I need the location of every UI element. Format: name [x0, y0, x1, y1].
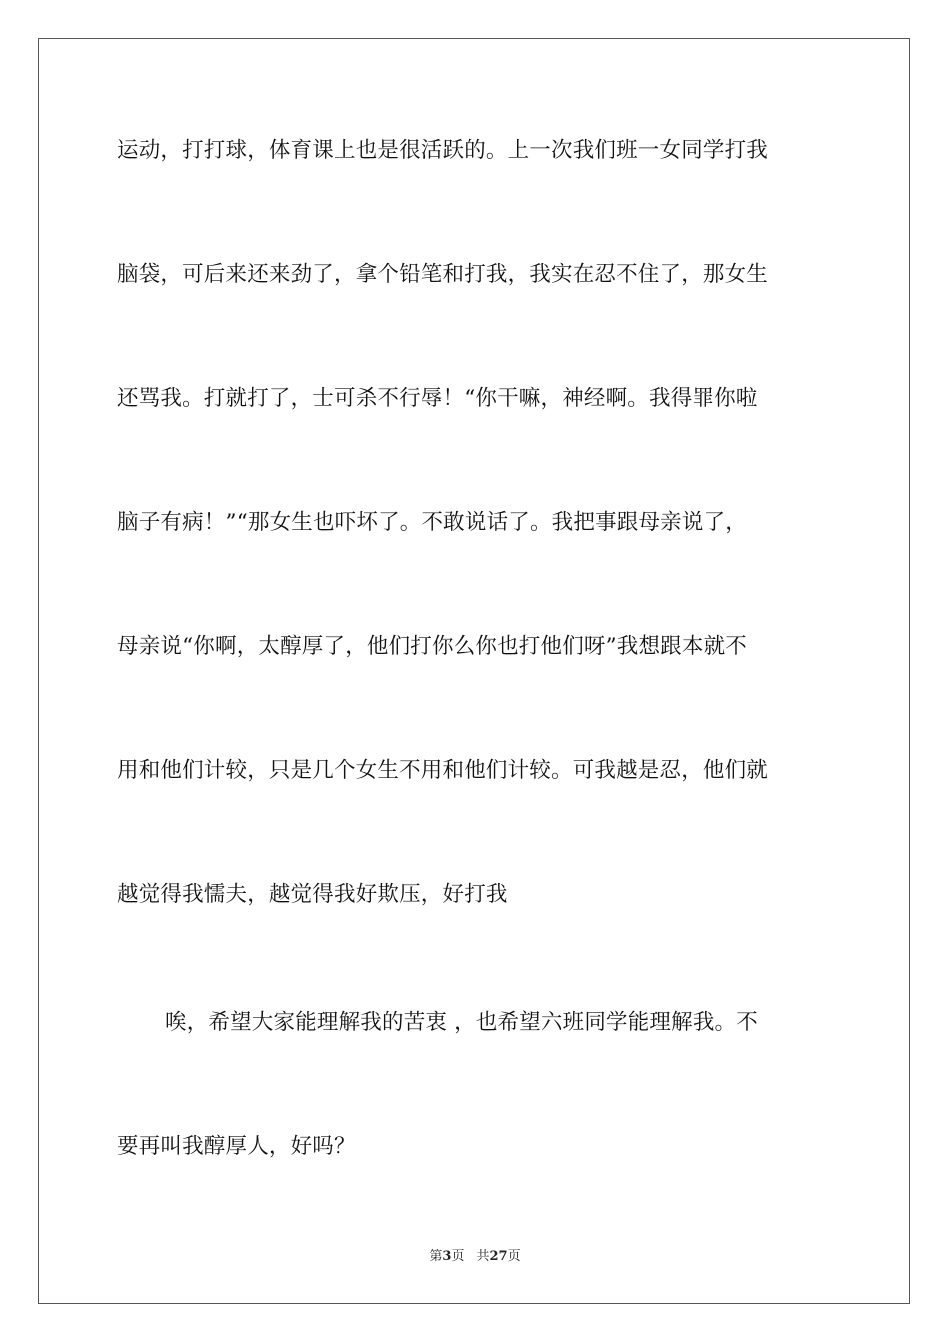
page-frame: [38, 38, 910, 1304]
text-line-4: 脑子有病！”“那女生也吓坏了。不敢说话了。我把事跟母亲说了，: [117, 510, 747, 535]
text-line-5: 母亲说“你啊，太醇厚了，他们打你么你也打他们呀”我想跟本就不: [117, 634, 747, 659]
total-suffix: 页: [507, 1249, 521, 1264]
text-line-6: 用和他们计较，只是几个女生不用和他们计较。可我越是忍，他们就: [117, 758, 769, 783]
text-line-2: 脑袋，可后来还来劲了，拿个铅笔和打我，我实在忍不住了，那女生: [117, 262, 769, 287]
text-line-1: 运动，打打球，体育课上也是很活跃的。上一次我们班一女同学打我: [117, 138, 769, 163]
text-line-8-paragraph-start: 唉，希望大家能理解我的苦衷 ，也希望六班同学能理解我。不: [165, 1010, 758, 1035]
page-number: 3: [442, 1249, 452, 1264]
page-footer: [0, 1248, 950, 1266]
page-suffix: 页: [451, 1249, 465, 1264]
total-pages: 27: [489, 1249, 508, 1264]
text-line-7: 越觉得我懦夫，越觉得我好欺压，好打我: [117, 882, 508, 907]
page-prefix: 第: [429, 1249, 443, 1264]
text-line-9: 要再叫我醇厚人，好吗？: [117, 1134, 356, 1159]
total-prefix: 共: [476, 1249, 490, 1264]
text-line-3: 还骂我。打就打了，士可杀不行辱！“你干嘛，神经啊。我得罪你啦: [117, 386, 758, 411]
